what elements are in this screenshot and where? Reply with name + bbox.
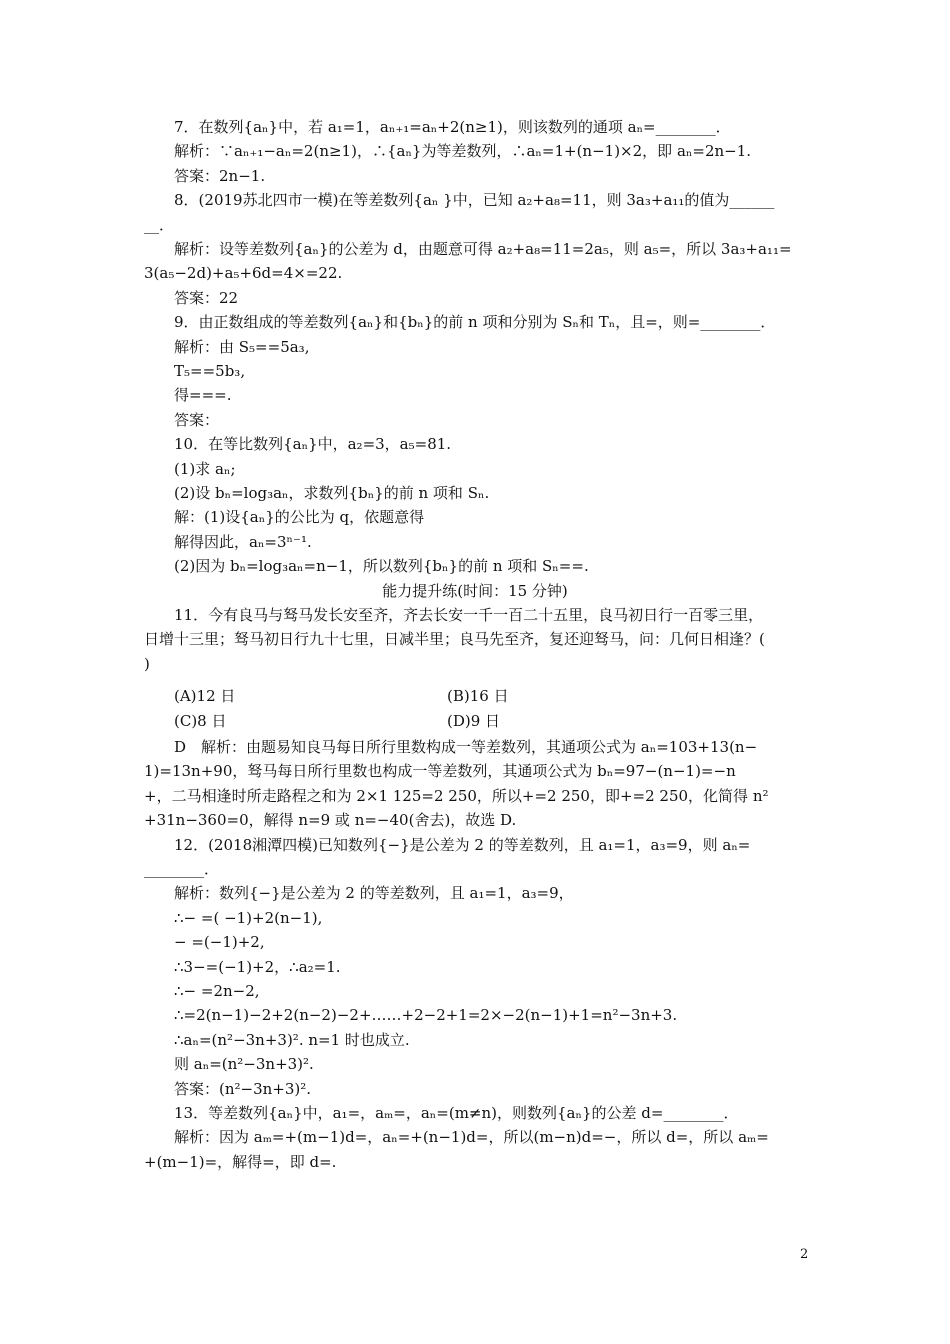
text-line: ∴3−=(−1)+2，∴a₂=1. bbox=[174, 958, 341, 976]
text-line: 解析：数列{−}是公差为 2 的等差数列，且 a₁=1，a₃=9， bbox=[174, 884, 574, 902]
text-line: +，二马相逢时所走路程之和为 2×1 125=2 250，所以+=2 250，即+=2 250，化简得 n² bbox=[144, 787, 769, 805]
text-line: 12．(2018湘潭四模)已知数列{−}是公差为 2 的等差数列，且 a₁=1，a₃=9，则 aₙ= bbox=[174, 836, 751, 854]
text-line: 解得因此，aₙ=3ⁿ⁻¹. bbox=[174, 533, 312, 551]
text-line: 13．等差数列{aₙ}中，a₁=，aₘ=，aₙ=(m≠n)，则数列{aₙ}的公差 d=________． bbox=[174, 1104, 739, 1122]
text-line: 9．由正数组成的等差数列{aₙ}和{bₙ}的前 n 项和分别为 Sₙ和 Tₙ，且=，则=________． bbox=[174, 313, 776, 331]
section-title: 能力提升练(时间：15 分钟) bbox=[382, 582, 568, 600]
text-line: 解：(1)设{aₙ}的公比为 q，依题意得 bbox=[174, 508, 425, 526]
text-line: 答案： bbox=[174, 411, 220, 429]
text-line: 8．(2019苏北四市一模)在等差数列{aₙ }中，已知 a₂+a₈=11，则 3a₃+a₁₁的值为______ bbox=[174, 191, 775, 209]
text-line: ∴=2(n−1)−2+2(n−2)−2+……+2−2+1=2×−2(n−1)+1=n²−3n+3. bbox=[174, 1006, 678, 1024]
text-line: − =(−1)+2, bbox=[174, 933, 265, 951]
text-line: 答案：22 bbox=[174, 289, 239, 307]
text-line: ∴− =2n−2, bbox=[174, 982, 260, 1000]
option-left: (A)12 日 bbox=[174, 687, 236, 705]
text-line: ) bbox=[144, 655, 150, 673]
text-line: __． bbox=[144, 216, 175, 234]
text-line: ________． bbox=[144, 860, 220, 878]
text-line: (2)设 bₙ=log₃aₙ，求数列{bₙ}的前 n 项和 Sₙ. bbox=[174, 484, 490, 502]
text-line: 则 aₙ=(n²−3n+3)². bbox=[174, 1055, 314, 1073]
text-line: +31n−360=0，解得 n=9 或 n=−40(舍去)，故选 D. bbox=[144, 811, 517, 829]
text-line: 10．在等比数列{aₙ}中，a₂=3，a₅=81. bbox=[174, 435, 452, 453]
text-line: (2)因为 bₙ=log₃aₙ=n−1，所以数列{bₙ}的前 n 项和 Sₙ==. bbox=[174, 557, 589, 575]
text-line: ∴aₙ=(n²−3n+3)². n=1 时也成立. bbox=[174, 1031, 410, 1049]
text-line: 11．今有良马与驽马发长安至齐，齐去长安一千一百二十五里，良马初日行一百零三里， bbox=[174, 606, 764, 624]
text-line: T₅==5b₃, bbox=[174, 362, 246, 380]
text-line: 答案：2n−1. bbox=[174, 167, 266, 185]
text-line: ∴− =( −1)+2(n−1), bbox=[174, 909, 323, 927]
text-line: 解析：由 S₅==5a₃, bbox=[174, 338, 310, 356]
text-line: 答案：(n²−3n+3)². bbox=[174, 1080, 312, 1098]
text-line: 解析：因为 aₘ=+(m−1)d=，aₙ=+(n−1)d=，所以(m−n)d=−，所以 d=，所以 aₘ= bbox=[174, 1128, 769, 1146]
option-right: (D)9 日 bbox=[447, 712, 501, 730]
text-line: 解析：∵aₙ₊₁−aₙ=2(n≥1)，∴{aₙ}为等差数列，∴aₙ=1+(n−1)×2，即 aₙ=2n−1. bbox=[174, 142, 752, 160]
text-line: 3(a₅−2d)+a₅+6d=4×=22. bbox=[144, 264, 343, 282]
text-line: 7．在数列{aₙ}中，若 a₁=1，aₙ₊₁=aₙ+2(n≥1)，则该数列的通项 aₙ=________． bbox=[174, 118, 731, 136]
page-number: 2 bbox=[800, 1247, 809, 1262]
text-line: 日增十三里；驽马初日行九十七里，日减半里；良马先至齐，复还迎驽马，问：几何日相逢？( bbox=[144, 630, 765, 648]
text-line: 得===. bbox=[174, 386, 232, 404]
text-line: (1)求 aₙ; bbox=[174, 460, 236, 478]
text-line: D 解析：由题易知良马每日所行里数构成一等差数列，其通项公式为 aₙ=103+13(n− bbox=[174, 738, 758, 756]
text-line: 解析：设等差数列{aₙ}的公差为 d，由题意可得 a₂+a₈=11=2a₅，则 a₅=，所以 3a₃+a₁₁= bbox=[174, 240, 792, 258]
option-right: (B)16 日 bbox=[447, 687, 509, 705]
text-line: +(m−1)=，解得=，即 d=. bbox=[144, 1153, 337, 1171]
text-line: 1)=13n+90，驽马每日所行里数也构成一等差数列，其通项公式为 bₙ=97−(n−1)=−n bbox=[144, 762, 736, 780]
option-left: (C)8 日 bbox=[174, 712, 227, 730]
